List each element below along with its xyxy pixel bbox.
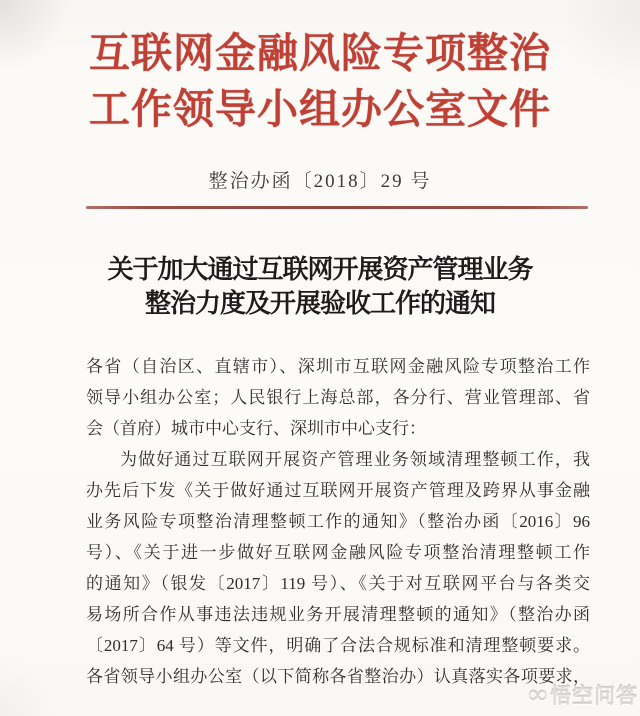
document-body xyxy=(86,351,590,692)
document-title-line-2: 整治力度及开展验收工作的通知 xyxy=(144,289,495,318)
document-title xyxy=(0,253,640,321)
body-line: 领导小组办公室；人民银行上海总部，各分行、营业管理部、省 xyxy=(86,388,590,407)
document-number: 整治办函〔2018〕29 号 xyxy=(208,171,432,192)
letterhead-line-1: 互联网金融风险专项整治 xyxy=(89,30,551,76)
red-divider-rule xyxy=(86,206,588,209)
body-line: 办先后下发《关于做好通过互联网开展资产管理及跨界从事金融 xyxy=(86,481,590,500)
body-line: 为做好通过互联网开展资产管理业务领域清理整顿工作，我 xyxy=(120,450,590,469)
document-title-line-1: 关于加大通过互联网开展资产管理业务 xyxy=(107,255,533,284)
red-letterhead xyxy=(0,25,640,137)
wukong-logo-icon: ∞ xyxy=(528,680,547,709)
body-line: 号）、《关于进一步做好互联网金融风险专项整治清理整顿工作 xyxy=(86,543,590,562)
body-line: 业务风险专项整治清理整顿工作的通知》（整治办函〔2016〕96 xyxy=(86,512,590,531)
letterhead-line-2: 工作领导小组办公室文件 xyxy=(89,86,551,132)
wukong-qa-watermark xyxy=(528,680,638,710)
watermark-text: 悟空问答 xyxy=(550,684,638,708)
body-line: 各省（自治区、直辖市）、深圳市互联网金融风险专项整治工作 xyxy=(86,357,590,376)
body-line: 的通知》（银发〔2017〕119 号）、《关于对互联网平台与各类交 xyxy=(86,574,590,593)
body-line: 易场所合作从事违法违规业务开展清理整顿的通知》（整治办函 xyxy=(86,605,590,624)
body-line: 会（首府）城市中心支行、深圳市中心支行： xyxy=(86,419,426,438)
body-line: 各省领导小组办公室（以下简称各省整治办）认真落实各项要求， xyxy=(86,667,590,686)
body-line: 〔2017〕64 号）等文件，明确了合法合规标准和清理整顿要求。 xyxy=(86,636,590,655)
